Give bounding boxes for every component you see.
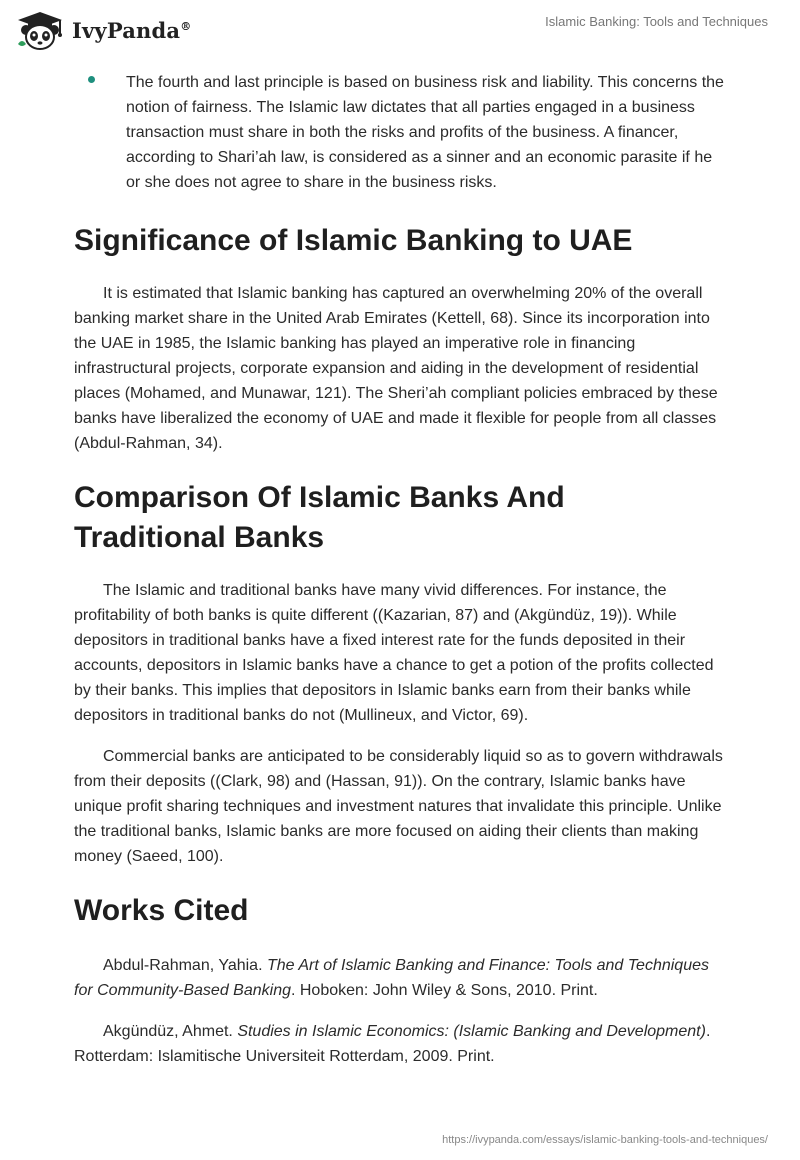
- document-body: [74, 70, 724, 1085]
- citation-title: The Art of Islamic Banking and Finance: Tools and Techniques for Community-Based Banking: [74, 957, 709, 999]
- citation-title: Studies in Islamic Economics: (Islamic Banking and Development): [237, 1023, 706, 1040]
- document-title: Islamic Banking: Tools and Techniques: [545, 14, 768, 29]
- paragraph: The Islamic and traditional banks have many vivid differences. For instance, the profitability of both banks is quite different ((Kazarian, 87) and (Akgündüz, 19)). While depositors in traditional banks have a fixed interest rate for the funds deposited in their accounts, depositors in Islamic banks have a chance to get a potion of the profits collected by their banks. This implies that depositors in Islamic banks earn from their banks while depositors in traditional banks do not (Mullineux, and Victor, 69).: [74, 582, 714, 724]
- bullet-text: The fourth and last principle is based on business risk and liability. This concerns the notion of fairness. The Islamic law dictates that all parties engaged in a business transaction must share in both the risks and profits of the business. A financer, according to Shari’ah law, is considered as a sinner and an economic parasite if he or she does not agree to share in the business risks.: [126, 74, 724, 191]
- brand-logo[interactable]: [14, 10, 191, 50]
- section-heading: Comparison Of Islamic Banks And Traditional Banks: [74, 481, 565, 554]
- source-url[interactable]: https://ivypanda.com/essays/islamic-banking-tools-and-techniques/: [442, 1134, 768, 1146]
- works-cited-heading: Works Cited: [74, 894, 249, 927]
- paragraph: It is estimated that Islamic banking has captured an overwhelming 20% of the overall banking market share in the United Arab Emirates (Kettell, 68). Since its incorporation into the UAE in 1985, the Islamic banking has played an imperative role in financing infrastructural projects, corporate expansion and aiding in the development of residential places (Mohamed, and Munawar, 121). The Sheri’ah compliant policies embraced by these banks have liberalized the economy of UAE and made it flexible for people from all classes (Abdul-Rahman, 34).: [74, 285, 718, 452]
- section-heading: Significance of Islamic Banking to UAE: [74, 224, 633, 257]
- panda-graduate-icon: [14, 10, 66, 50]
- paragraph: Commercial banks are anticipated to be considerably liquid so as to govern withdrawals from their deposits ((Clark, 98) and (Hassan, 91)). On the contrary, Islamic banks have unique profit sharing techniques and investment natures that invalidate this principle. Unlike the traditional banks, Islamic banks are more focused on aiding their clients than making money (Saeed, 100).: [74, 748, 723, 865]
- citation-entry: Akgündüz, Ahmet. Studies in Islamic Economics: (Islamic Banking and Development). Rotterdam: Islamitische Universiteit Rotterdam, 2009. Print.: [74, 1023, 711, 1065]
- brand-name: IvyPanda®: [72, 17, 192, 43]
- bullet-icon: [88, 76, 95, 83]
- page-header: [0, 0, 800, 64]
- bullet-item: [74, 70, 724, 195]
- bullet-list: [74, 70, 724, 195]
- citation-entry: Abdul-Rahman, Yahia. The Art of Islamic Banking and Finance: Tools and Techniques for Community-Based Banking. Hoboken: John Wiley & Sons, 2010. Print.: [74, 957, 709, 999]
